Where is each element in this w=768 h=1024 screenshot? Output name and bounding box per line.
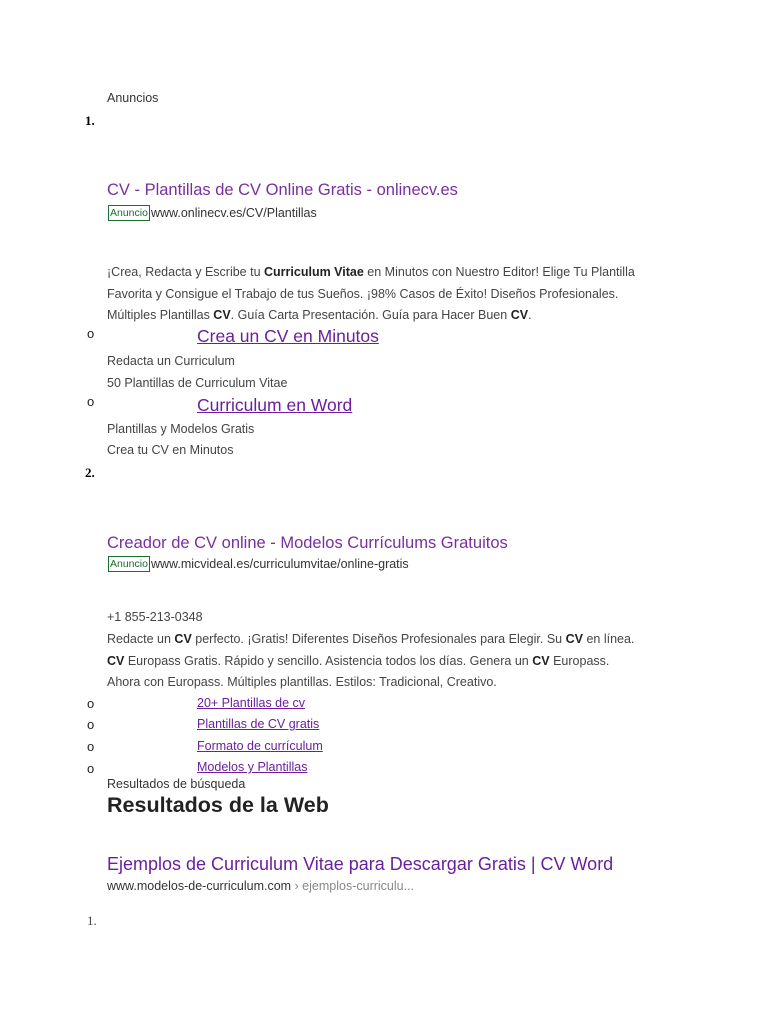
bullet-icon: o bbox=[87, 739, 95, 754]
web-results-heading: Resultados de la Web bbox=[107, 793, 329, 817]
bullet-icon: o bbox=[87, 696, 95, 711]
ad-number: 1. bbox=[85, 113, 95, 128]
web-result-domain: www.modelos-de-curriculum.com bbox=[107, 879, 292, 893]
ad-url-line bbox=[108, 205, 317, 221]
ad-badge: Anuncio bbox=[110, 558, 148, 570]
web-result-title-link[interactable]: Ejemplos de Curriculum Vitae para Descargar Gratis | CV Word bbox=[107, 854, 614, 874]
ad-display-url: www.onlinecv.es/CV/Plantillas bbox=[150, 206, 317, 220]
ads-label: Anuncios bbox=[107, 91, 159, 105]
ad-title-link[interactable]: Creador de CV online - Modelos Currículums Gratuitos bbox=[107, 534, 508, 552]
sitelink-description: Redacta un Curriculum bbox=[107, 354, 235, 368]
sitelink-description: Plantillas y Modelos Gratis bbox=[107, 422, 255, 436]
description-bold-text: Curriculum Vitae bbox=[264, 265, 364, 279]
ad-badge: Anuncio bbox=[110, 207, 148, 219]
sitelink-description: 50 Plantillas de Curriculum Vitae bbox=[107, 376, 288, 390]
description-bold-text: CV bbox=[510, 308, 529, 322]
ad-phone[interactable]: +1 855-213-0348 bbox=[107, 610, 203, 624]
description-bold-text: CV bbox=[532, 653, 550, 668]
ad-description: ¡Crea, Redacta y Escribe tu Curriculum Vitae en Minutos con Nuestro Editor! Elige Tu Plantilla Favorita y Consigue el Trabajo de tus Sueños. ¡98% Casos de Éxito! Diseños Profesionales. Múltiples Plantillas CV. Guía Carta Presentación. Guía para Hacer Buen CV. bbox=[107, 265, 635, 322]
sitelink-plantillas-gratis[interactable]: Plantillas de CV gratis bbox=[197, 717, 320, 731]
description-bold-text: CV bbox=[213, 308, 231, 322]
description-bold-text: CV bbox=[107, 653, 125, 668]
bullet-icon: o bbox=[87, 394, 95, 409]
result-number: 1. bbox=[87, 913, 97, 928]
bullet-icon: o bbox=[87, 717, 95, 732]
ad-number: 2. bbox=[85, 465, 95, 480]
ad-description: Redacte un CV perfecto. ¡Gratis! Diferentes Diseños Profesionales para Elegir. Su CV en línea. CV Europass Gratis. Rápido y sencillo. Asistencia todos los días. Genera un CV Europass. Ahora con Europass. Múltiples plantillas. Estilos: Tradicional, Creativo. bbox=[107, 632, 635, 689]
bullet-icon: o bbox=[87, 326, 95, 341]
web-result-breadcrumb: › ejemplos-curriculu... bbox=[291, 879, 415, 893]
sitelink-modelos[interactable]: Modelos y Plantillas bbox=[197, 760, 308, 774]
search-results-label: Resultados de búsqueda bbox=[107, 777, 246, 791]
ad-title-link[interactable]: CV - Plantillas de CV Online Gratis - onlinecv.es bbox=[107, 181, 458, 199]
sitelink-curriculum-word[interactable]: Curriculum en Word bbox=[197, 395, 353, 415]
description-bold-text: CV bbox=[174, 632, 192, 646]
sitelink-20-plantillas[interactable]: 20+ Plantillas de cv bbox=[197, 696, 306, 710]
bullet-icon: o bbox=[87, 761, 95, 776]
ad-url-line bbox=[108, 556, 409, 572]
description-bold-text: CV bbox=[565, 632, 583, 646]
sitelink-formato[interactable]: Formato de currículum bbox=[197, 739, 323, 753]
sitelink-description: Crea tu CV en Minutos bbox=[107, 443, 234, 457]
web-result-cite bbox=[107, 879, 414, 893]
sitelink-crea-cv[interactable]: Crea un CV en Minutos bbox=[197, 326, 379, 346]
ad-display-url: www.micvideal.es/curriculumvitae/online-gratis bbox=[150, 557, 409, 571]
